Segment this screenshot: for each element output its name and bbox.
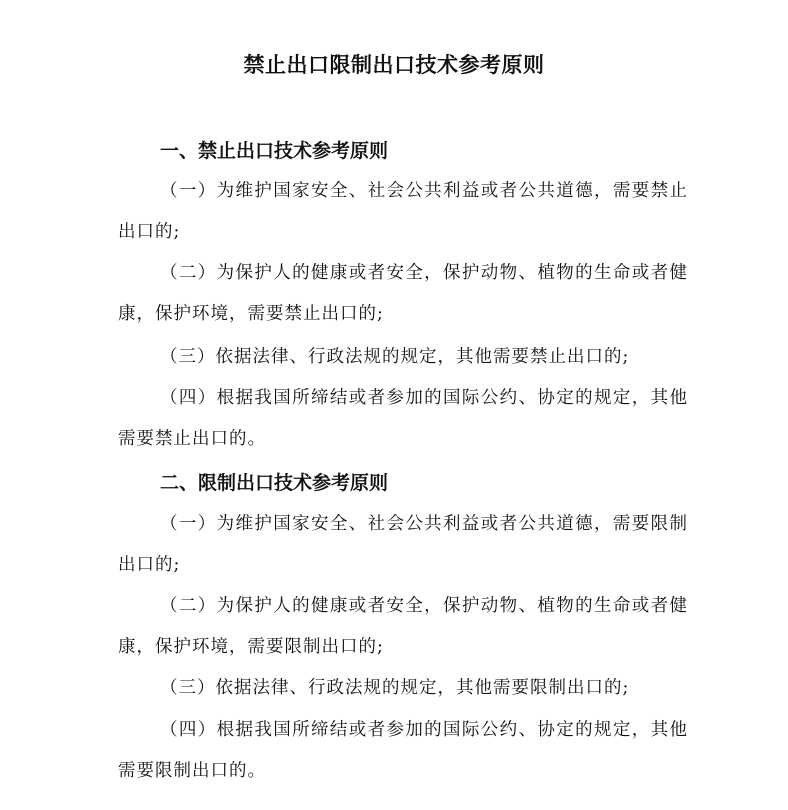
section-heading-prohibited: 一、禁止出口技术参考原则 xyxy=(160,140,389,162)
paragraph-restricted-2: （二）为保护人的健康或者安全，保护动物、植物的生命或者健康，保护环境，需要限制出口的; xyxy=(118,596,688,657)
paragraph-restricted-1: （一）为维护国家安全、社会公共利益或者公共道德，需要限制出口的; xyxy=(118,514,688,575)
paragraph-restricted-3: （三）依据法律、行政法规的规定，其他需要限制出口的; xyxy=(160,678,630,698)
section-heading-restricted: 二、限制出口技术参考原则 xyxy=(160,472,389,494)
paragraph-prohibited-3: （三）依据法律、行政法规的规定，其他需要禁止出口的; xyxy=(160,347,630,367)
paragraph-prohibited-4: （四）根据我国所缔结或者参加的国际公约、协定的规定，其他需要禁止出口的。 xyxy=(118,388,688,449)
document-title: 禁止出口限制出口技术参考原则 xyxy=(243,53,545,77)
paragraph-prohibited-1: （一）为维护国家安全、社会公共利益或者公共道德，需要禁止出口的; xyxy=(118,181,688,242)
paragraph-prohibited-2: （二）为保护人的健康或者安全，保护动物、植物的生命或者健康，保护环境，需要禁止出口的; xyxy=(118,263,688,324)
paragraph-restricted-4: （四）根据我国所缔结或者参加的国际公约、协定的规定，其他需要限制出口的。 xyxy=(118,720,688,781)
